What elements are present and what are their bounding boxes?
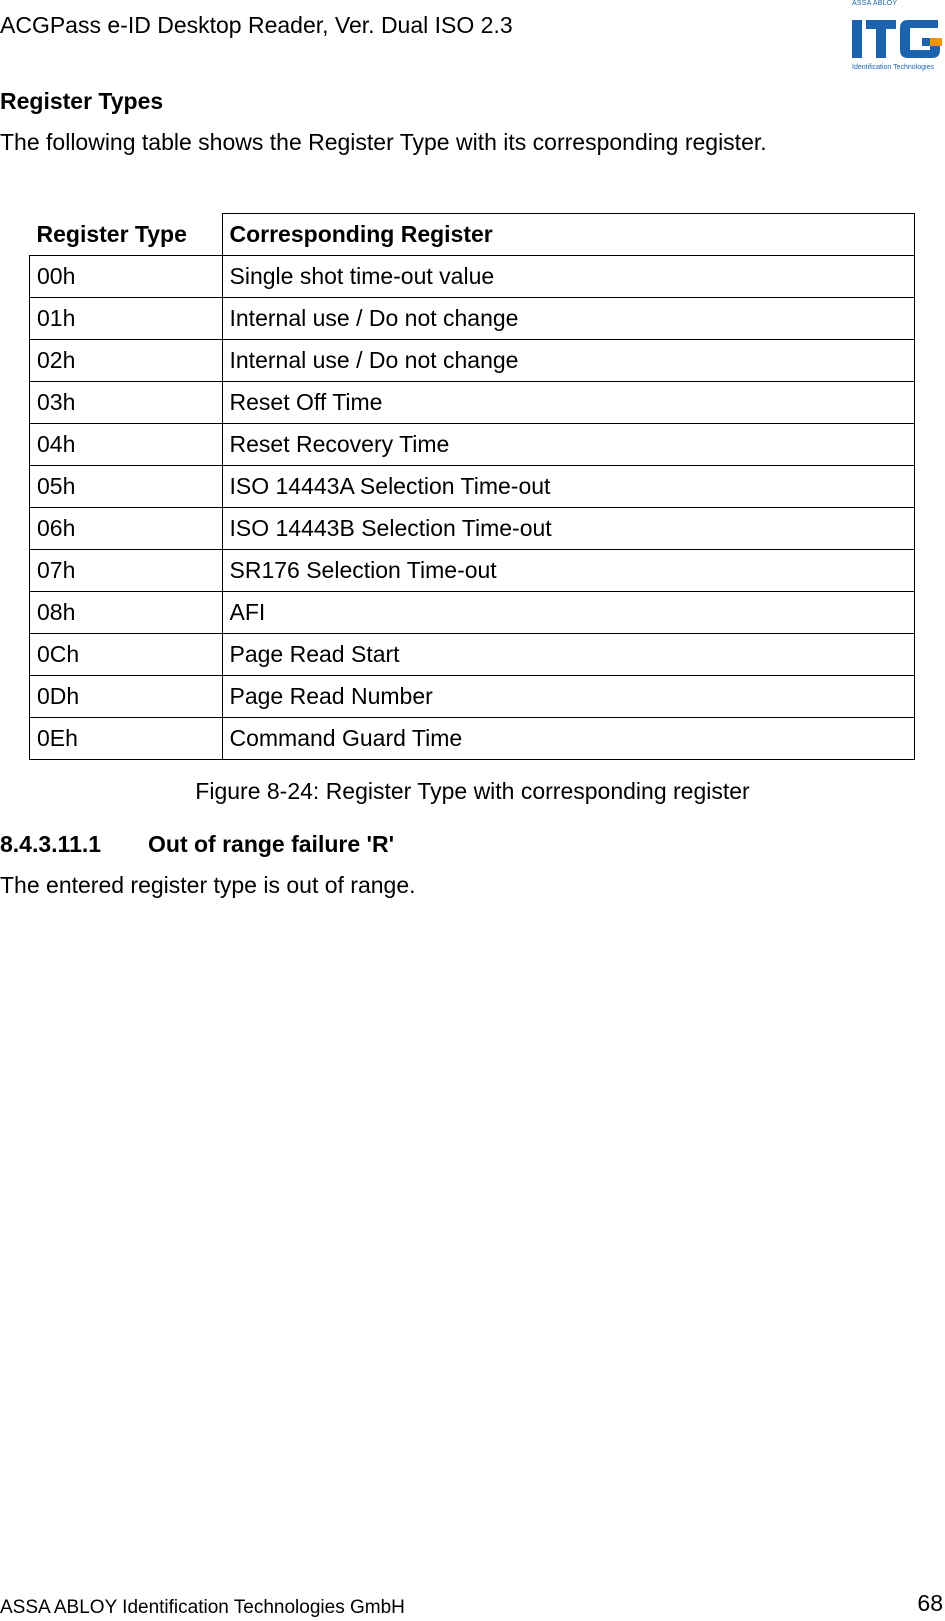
corresponding-register-cell: Reset Recovery Time bbox=[222, 424, 915, 466]
table-row bbox=[30, 298, 915, 340]
column-header-register-type: Register Type bbox=[30, 214, 223, 256]
document-header-title: ACGPass e-ID Desktop Reader, Ver. Dual ISO 2.3 bbox=[0, 12, 513, 38]
table-row bbox=[30, 592, 915, 634]
table-row bbox=[30, 634, 915, 676]
corresponding-register-cell: SR176 Selection Time-out bbox=[222, 550, 915, 592]
figure-caption: Figure 8-24: Register Type with corresponding register bbox=[195, 778, 750, 804]
subsection-body: The entered register type is out of range. bbox=[0, 872, 416, 898]
itg-logo bbox=[850, 0, 944, 78]
corresponding-register-cell: Internal use / Do not change bbox=[222, 340, 915, 382]
logo-sub-text: Identification Technologies bbox=[852, 64, 934, 71]
corresponding-register-cell: Single shot time-out value bbox=[222, 256, 915, 298]
table-row bbox=[30, 256, 915, 298]
register-type-cell: 05h bbox=[30, 466, 223, 508]
register-type-cell: 06h bbox=[30, 508, 223, 550]
corresponding-register-cell: Reset Off Time bbox=[222, 382, 915, 424]
table-row bbox=[30, 508, 915, 550]
register-type-cell: 02h bbox=[30, 340, 223, 382]
subsection-heading bbox=[0, 831, 394, 858]
register-type-cell: 04h bbox=[30, 424, 223, 466]
corresponding-register-cell: AFI bbox=[222, 592, 915, 634]
intro-paragraph: The following table shows the Register Type with its corresponding register. bbox=[0, 129, 767, 155]
table-row bbox=[30, 424, 915, 466]
corresponding-register-cell: Command Guard Time bbox=[222, 718, 915, 760]
register-type-cell: 08h bbox=[30, 592, 223, 634]
register-type-cell: 01h bbox=[30, 298, 223, 340]
corresponding-register-cell: Page Read Number bbox=[222, 676, 915, 718]
table-row bbox=[30, 676, 915, 718]
table-row bbox=[30, 550, 915, 592]
corresponding-register-cell: ISO 14443A Selection Time-out bbox=[222, 466, 915, 508]
corresponding-register-cell: Page Read Start bbox=[222, 634, 915, 676]
page-number: 68 bbox=[917, 1590, 943, 1616]
register-type-cell: 03h bbox=[30, 382, 223, 424]
table-row bbox=[30, 340, 915, 382]
itg-logo-mark bbox=[850, 14, 944, 60]
logo-top-text: ASSA ABLOY bbox=[852, 0, 898, 7]
register-type-cell: 0Ch bbox=[30, 634, 223, 676]
footer-company: ASSA ABLOY Identification Technologies GmbH bbox=[0, 1597, 405, 1618]
section-heading: Register Types bbox=[0, 88, 164, 114]
register-type-cell: 07h bbox=[30, 550, 223, 592]
table-header-row bbox=[30, 214, 915, 256]
subsection-number: 8.4.3.11.1 bbox=[0, 831, 102, 857]
register-type-cell: 0Dh bbox=[30, 676, 223, 718]
table-row bbox=[30, 718, 915, 760]
register-type-cell: 00h bbox=[30, 256, 223, 298]
corresponding-register-cell: Internal use / Do not change bbox=[222, 298, 915, 340]
register-type-table bbox=[29, 213, 915, 760]
corresponding-register-cell: ISO 14443B Selection Time-out bbox=[222, 508, 915, 550]
register-type-cell: 0Eh bbox=[30, 718, 223, 760]
column-header-corresponding-register: Corresponding Register bbox=[222, 214, 915, 256]
subsection-title: Out of range failure 'R' bbox=[148, 831, 395, 857]
table-row bbox=[30, 382, 915, 424]
table-row bbox=[30, 466, 915, 508]
